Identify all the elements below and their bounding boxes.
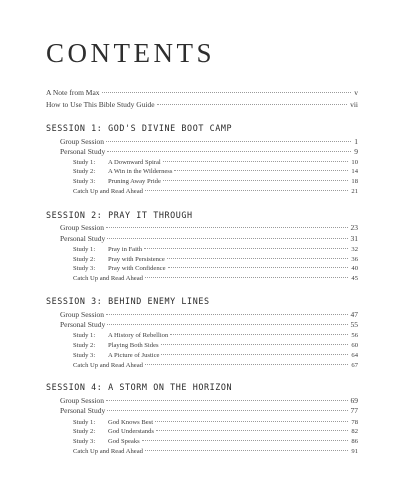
toc-entry-label: A Note from Max [46, 88, 100, 97]
dot-leader [106, 314, 348, 315]
dot-leader [168, 267, 349, 268]
dot-leader [107, 151, 351, 152]
study-title: Playing Both Sides [108, 342, 159, 349]
toc-entry-page: 9 [354, 147, 358, 156]
study-title: A Win in the Wilderness [108, 168, 173, 175]
toc-entry-label: Group Session [60, 137, 104, 146]
dot-leader [106, 141, 351, 142]
study-title: God Speaks [108, 438, 140, 445]
toc-entry-personal-study[interactable] [60, 148, 358, 156]
dot-leader [107, 238, 347, 239]
study-title: A History of Rebellion [108, 332, 169, 339]
study-number: Study 3: [73, 352, 96, 359]
toc-entry-page: 78 [351, 419, 358, 426]
toc-entry-label: Catch Up and Read Ahead [73, 188, 143, 195]
dot-leader [163, 161, 349, 162]
study-number: Study 1: [73, 246, 96, 253]
dot-leader [145, 190, 348, 191]
dot-leader [145, 364, 348, 365]
page-title: CONTENTS [46, 38, 215, 68]
toc-entry-study[interactable] [73, 179, 358, 186]
toc-entry-page: 32 [351, 246, 358, 253]
study-number: Study 3: [73, 265, 96, 272]
toc-entry-catch-up[interactable] [73, 276, 358, 283]
dot-leader [157, 104, 347, 105]
toc-entry-label: Group Session [60, 223, 104, 232]
toc-entry-page: 36 [351, 256, 358, 263]
study-number: Study 3: [73, 438, 96, 445]
toc-entry-group-session[interactable] [60, 138, 358, 146]
toc-entry-study[interactable] [73, 420, 358, 427]
toc-entry-catch-up[interactable] [73, 363, 358, 370]
toc-entry-page: 14 [351, 168, 358, 175]
toc-entry-page: 86 [351, 438, 358, 445]
session-3-heading[interactable]: SESSION 3: BEHIND ENEMY LINES [46, 296, 210, 306]
toc-entry-page: 21 [351, 188, 358, 195]
toc-entry-personal-study[interactable] [60, 235, 358, 243]
study-number: Study 2: [73, 342, 96, 349]
study-title: God Knows Best [108, 419, 154, 426]
toc-entry-page: 56 [351, 332, 358, 339]
toc-entry-note-from-max[interactable] [46, 89, 358, 97]
dot-leader [102, 92, 352, 93]
toc-entry-page: 10 [351, 159, 358, 166]
dot-leader [107, 324, 347, 325]
dot-leader [145, 277, 348, 278]
dot-leader [142, 440, 349, 441]
study-number: Study 2: [73, 428, 96, 435]
dot-leader [106, 227, 348, 228]
toc-entry-study[interactable] [73, 266, 358, 273]
toc-entry-catch-up[interactable] [73, 189, 358, 196]
study-number: Study 3: [73, 178, 96, 185]
dot-leader [107, 410, 347, 411]
dot-leader [144, 248, 348, 249]
toc-entry-how-to-use[interactable] [46, 101, 358, 109]
toc-entry-catch-up[interactable] [73, 449, 358, 456]
toc-entry-study[interactable] [73, 439, 358, 446]
toc-entry-label: Catch Up and Read Ahead [73, 448, 143, 455]
toc-entry-page: 31 [350, 234, 358, 243]
toc-entry-page: 69 [350, 396, 358, 405]
dot-leader [145, 450, 348, 451]
toc-entry-personal-study[interactable] [60, 321, 358, 329]
dot-leader [155, 421, 348, 422]
toc-entry-study[interactable] [73, 160, 358, 167]
dot-leader [170, 334, 348, 335]
toc-entry-page: 40 [351, 265, 358, 272]
study-title: God Understands [108, 428, 154, 435]
toc-entry-page: 23 [350, 223, 358, 232]
study-title: Pray with Confidence [108, 265, 166, 272]
dot-leader [174, 170, 348, 171]
study-number: Study 1: [73, 332, 96, 339]
dot-leader [156, 430, 348, 431]
session-4-heading[interactable]: SESSION 4: A STORM ON THE HORIZON [46, 382, 233, 392]
study-title: A Downward Spiral [108, 159, 161, 166]
dot-leader [163, 180, 349, 181]
study-number: Study 2: [73, 168, 96, 175]
toc-entry-page: 55 [350, 320, 358, 329]
toc-entry-personal-study[interactable] [60, 407, 358, 415]
toc-entry-page: 82 [351, 428, 358, 435]
toc-entry-page: vii [350, 100, 358, 109]
toc-entry-page: 91 [351, 448, 358, 455]
dot-leader [106, 400, 348, 401]
dot-leader [161, 344, 349, 345]
toc-entry-page: 47 [350, 310, 358, 319]
session-2-heading[interactable]: SESSION 2: PRAY IT THROUGH [46, 210, 193, 220]
toc-entry-group-session[interactable] [60, 397, 358, 405]
study-title: Pray with Persistence [108, 256, 165, 263]
toc-entry-study[interactable] [73, 333, 358, 340]
study-number: Study 2: [73, 256, 96, 263]
toc-entry-page: 77 [350, 406, 358, 415]
toc-entry-label: Personal Study [60, 234, 106, 243]
study-number: Study 1: [73, 419, 96, 426]
toc-entry-label: Group Session [60, 310, 104, 319]
dot-leader [161, 354, 348, 355]
session-1-heading[interactable]: SESSION 1: GOD'S DIVINE BOOT CAMP [46, 123, 233, 133]
toc-entry-page: v [354, 88, 358, 97]
toc-entry-label: Personal Study [60, 320, 106, 329]
toc-entry-label: Personal Study [60, 406, 106, 415]
toc-entry-page: 60 [351, 342, 358, 349]
toc-entry-page: 67 [351, 362, 358, 369]
toc-entry-label: Group Session [60, 396, 104, 405]
study-number: Study 1: [73, 159, 96, 166]
toc-entry-page: 45 [351, 275, 358, 282]
toc-entry-group-session[interactable] [60, 224, 358, 232]
study-title: Pray in Faith [108, 246, 143, 253]
toc-entry-study[interactable] [73, 429, 358, 436]
toc-entry-study[interactable] [73, 247, 358, 254]
study-title: A Picture of Justice [108, 352, 160, 359]
toc-entry-group-session[interactable] [60, 311, 358, 319]
toc-entry-study[interactable] [73, 257, 358, 264]
toc-entry-label: Personal Study [60, 147, 106, 156]
toc-entry-study[interactable] [73, 169, 358, 176]
toc-entry-study[interactable] [73, 353, 358, 360]
toc-entry-study[interactable] [73, 343, 358, 350]
toc-entry-label: Catch Up and Read Ahead [73, 275, 143, 282]
toc-entry-page: 64 [351, 352, 358, 359]
toc-entry-label: How to Use This Bible Study Guide [46, 100, 155, 109]
toc-entry-page: 18 [351, 178, 358, 185]
toc-entry-label: Catch Up and Read Ahead [73, 362, 143, 369]
study-title: Pruning Away Pride [108, 178, 161, 185]
dot-leader [167, 258, 349, 259]
toc-entry-page: 1 [354, 137, 358, 146]
